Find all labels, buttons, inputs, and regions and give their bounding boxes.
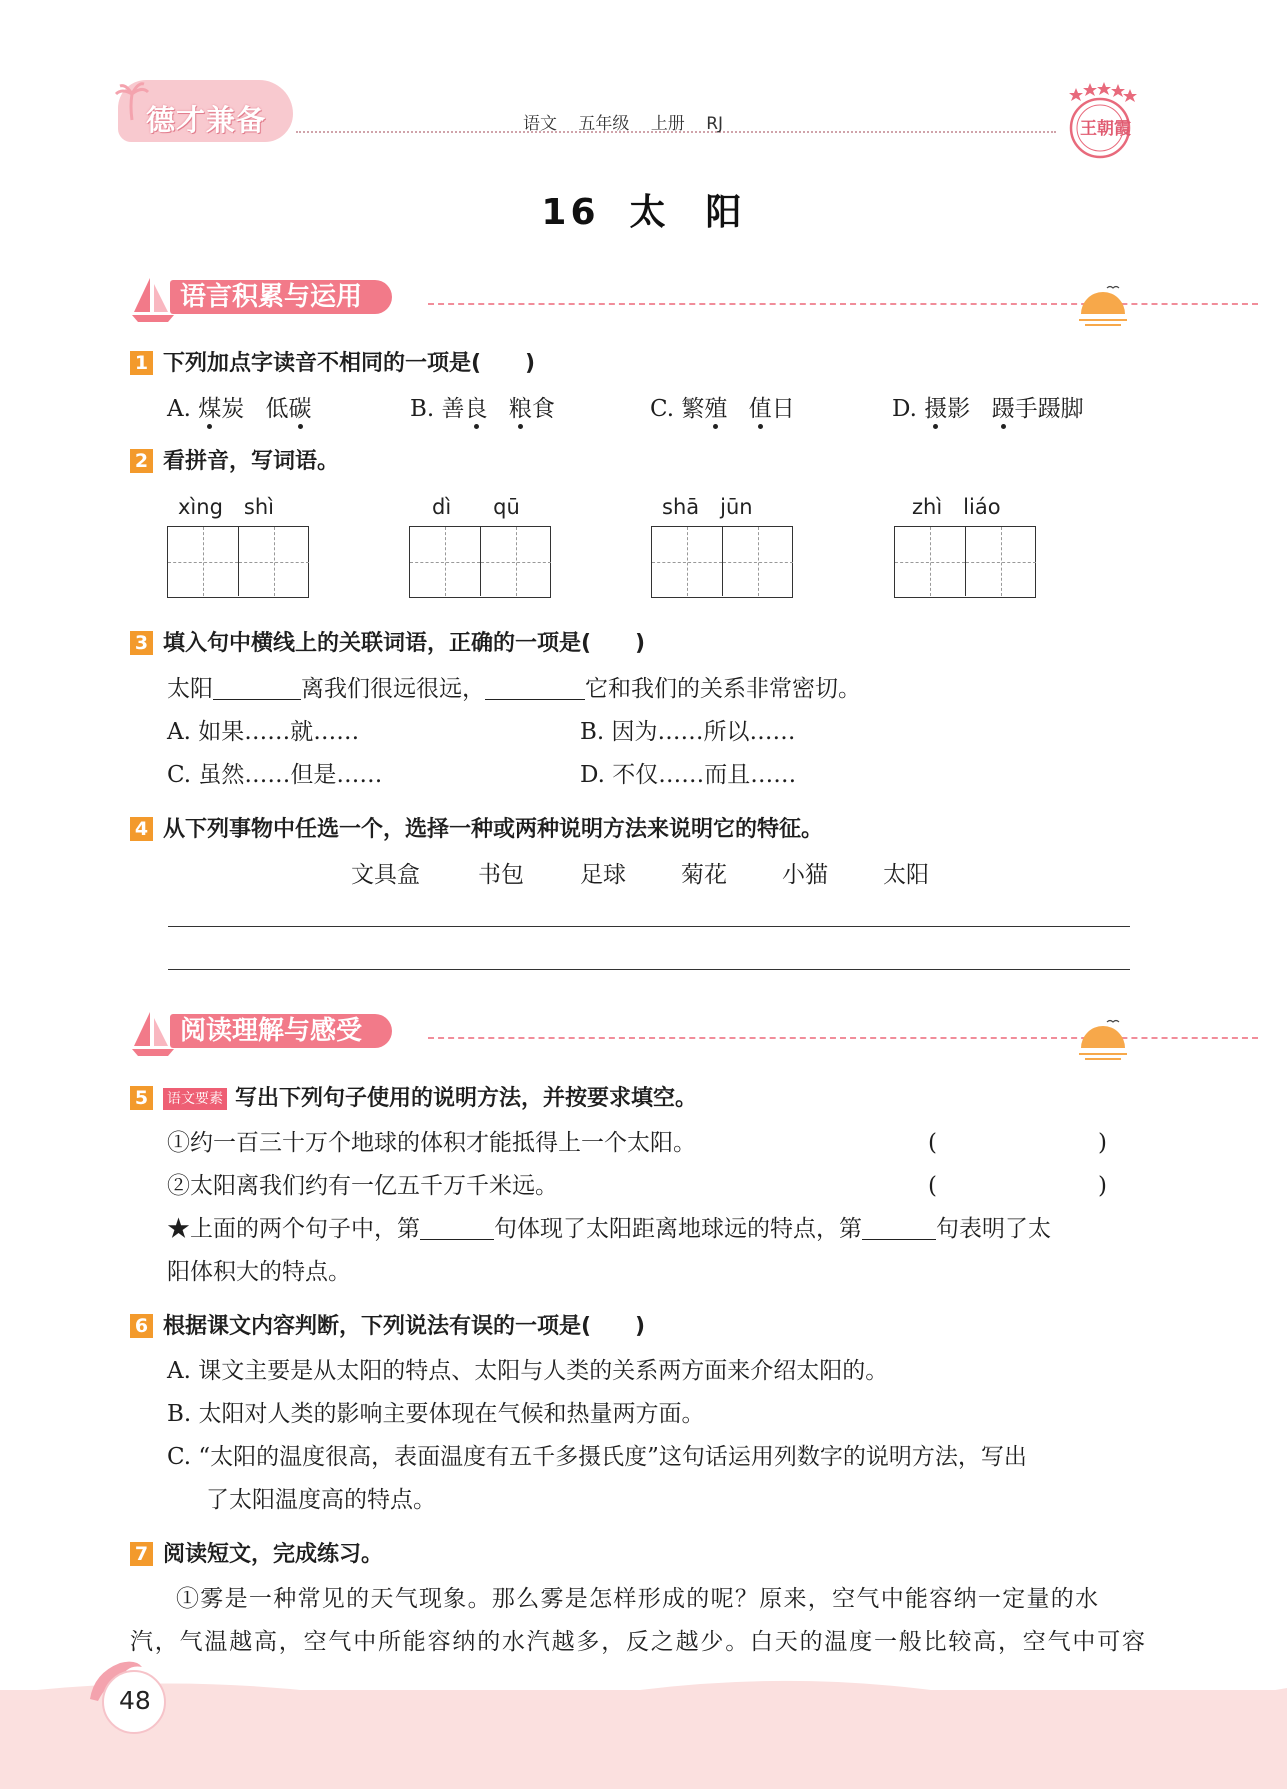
q3-option-b: B. 因为……所以…… [580,719,796,745]
header-edition: RJ [706,114,724,134]
question-number: 7 [130,1542,153,1566]
pinyin-1: xìng shì [178,495,274,519]
q1-option-b: B. 善良 粮食 [410,396,555,422]
grid-cell[interactable] [168,527,238,596]
section-title-1: 语言积累与运用 [170,280,392,314]
element-tag: 语文要素 [163,1088,227,1110]
section-banner-1 [128,274,1128,330]
q3-option-c: C. 虽然……但是…… [167,762,383,788]
palm-tree-icon [112,82,152,122]
q4-item: 足球 [580,862,626,888]
header-meta [523,109,739,134]
passage-line-2: 汽，气温越高，空气中所能容纳的水汽越多，反之越少。白天的温度一般比较高，空气中可容 [130,1629,1147,1655]
grid-cell[interactable] [410,527,480,596]
header-grade: 五年级 [578,114,630,134]
pinyin-4: zhì liáo [912,495,1001,519]
question-number: 5 [130,1086,153,1110]
writing-grid[interactable] [651,526,793,598]
question-3 [130,626,645,657]
question-text: 写出下列句子使用的说明方法，并按要求填空。 [235,1086,698,1111]
q5-sentence-2: ②太阳离我们约有一亿五千万千米远。 [167,1173,558,1199]
q1-option-c: C. 繁殖 值日 [650,396,795,422]
question-number: 6 [130,1314,153,1338]
q5-star-line-cont: 阳体积大的特点。 [167,1259,351,1285]
q4-item: 太阳 [883,862,929,888]
grid-cell[interactable] [238,527,309,596]
answer-line[interactable] [168,926,1130,927]
section-divider-1 [428,303,1258,305]
sunset-icon [1073,284,1133,332]
grid-cell[interactable] [722,527,793,596]
question-2 [130,444,339,475]
section-divider-2 [428,1037,1258,1039]
q1-option-a: A. 煤炭 低碳 [167,396,312,422]
q3-option-a: A. 如果……就…… [167,719,360,745]
q3-sentence: 太阳 离我们很远很远， 它和我们的关系非常密切。 [167,676,861,702]
q5-star-line: ★上面的两个句子中，第 句体现了太阳距离地球远的特点，第 句表明了太 [167,1216,1051,1242]
page-number: 48 [119,1686,151,1715]
q4-item: 文具盒 [351,862,420,888]
header-subject: 语文 [523,114,557,134]
grid-cell[interactable] [965,527,1036,596]
question-number: 4 [130,817,153,841]
answer-blank[interactable] [485,677,585,700]
answer-blank[interactable] [862,1217,936,1240]
writing-grid[interactable] [894,526,1036,598]
question-text: 根据课文内容判断，下列说法有误的一项是( ) [163,1314,646,1339]
answer-paren[interactable]: ( ) [928,1173,1107,1199]
writing-grid[interactable] [409,526,551,598]
answer-paren[interactable]: ( ) [928,1130,1107,1156]
grid-cell[interactable] [480,527,551,596]
answer-blank[interactable] [213,677,301,700]
q4-item: 小猫 [782,862,828,888]
q6-option-c: C. “太阳的温度很高，表面温度有五千多摄氏度”这句话运用列数字的说明方法，写出 [167,1444,1027,1470]
q4-item: 书包 [478,862,524,888]
brand-logo: 德才兼备 [146,103,267,137]
answer-line[interactable] [168,969,1130,970]
question-1 [130,346,535,377]
question-number: 1 [130,351,153,375]
q6-option-c-cont: 了太阳温度高的特点。 [206,1487,436,1513]
section-title-2: 阅读理解与感受 [170,1014,392,1048]
q1-option-d: D. 摄影 蹑手蹑脚 [892,396,1084,422]
pinyin-3: shā jūn [662,495,753,519]
q6-option-a: A. 课文主要是从太阳的特点、太阳与人类的关系两方面来介绍太阳的。 [167,1358,889,1384]
question-text: 看拼音，写词语。 [163,449,340,474]
header-volume: 上册 [650,114,685,134]
grid-cell[interactable] [652,527,722,596]
q3-option-d: D. 不仅……而且…… [580,762,797,788]
title-word-2: 阳 [705,192,746,233]
writing-grid[interactable] [167,526,309,598]
q6-option-b: B. 太阳对人类的影响主要体现在气候和热量两方面。 [167,1401,705,1427]
answer-blank[interactable] [420,1217,494,1240]
question-text: 从下列事物中任选一个，选择一种或两种说明方法来说明它的特征。 [163,817,824,842]
question-text: 下列加点字读音不相同的一项是( ) [163,351,536,376]
grid-cell[interactable] [895,527,965,596]
lesson-number: 16 [541,192,600,233]
question-6 [130,1309,645,1340]
question-number: 2 [130,449,153,473]
question-number: 3 [130,631,153,655]
pinyin-2: dì qū [432,495,520,519]
question-5 [130,1081,697,1112]
question-4 [130,812,823,843]
question-text: 填入句中横线上的关联词语，正确的一项是( ) [163,631,646,656]
q4-item: 菊花 [681,862,727,888]
question-text: 阅读短文，完成练习。 [163,1542,384,1567]
title-word-1: 太 [629,192,670,233]
question-7 [130,1537,383,1568]
q5-sentence-1: ①约一百三十万个地球的体积才能抵得上一个太阳。 [167,1130,696,1156]
section-banner-2 [128,1008,1128,1064]
passage-line-1: ①雾是一种常见的天气现象。那么雾是怎样形成的呢？原来，空气中能容纳一定量的水 [176,1586,1100,1612]
page-title [0,184,1287,235]
author-stamp-text: 王朝霞 [1080,119,1131,139]
sunset-icon [1073,1018,1133,1066]
footer-band [0,1690,1287,1789]
